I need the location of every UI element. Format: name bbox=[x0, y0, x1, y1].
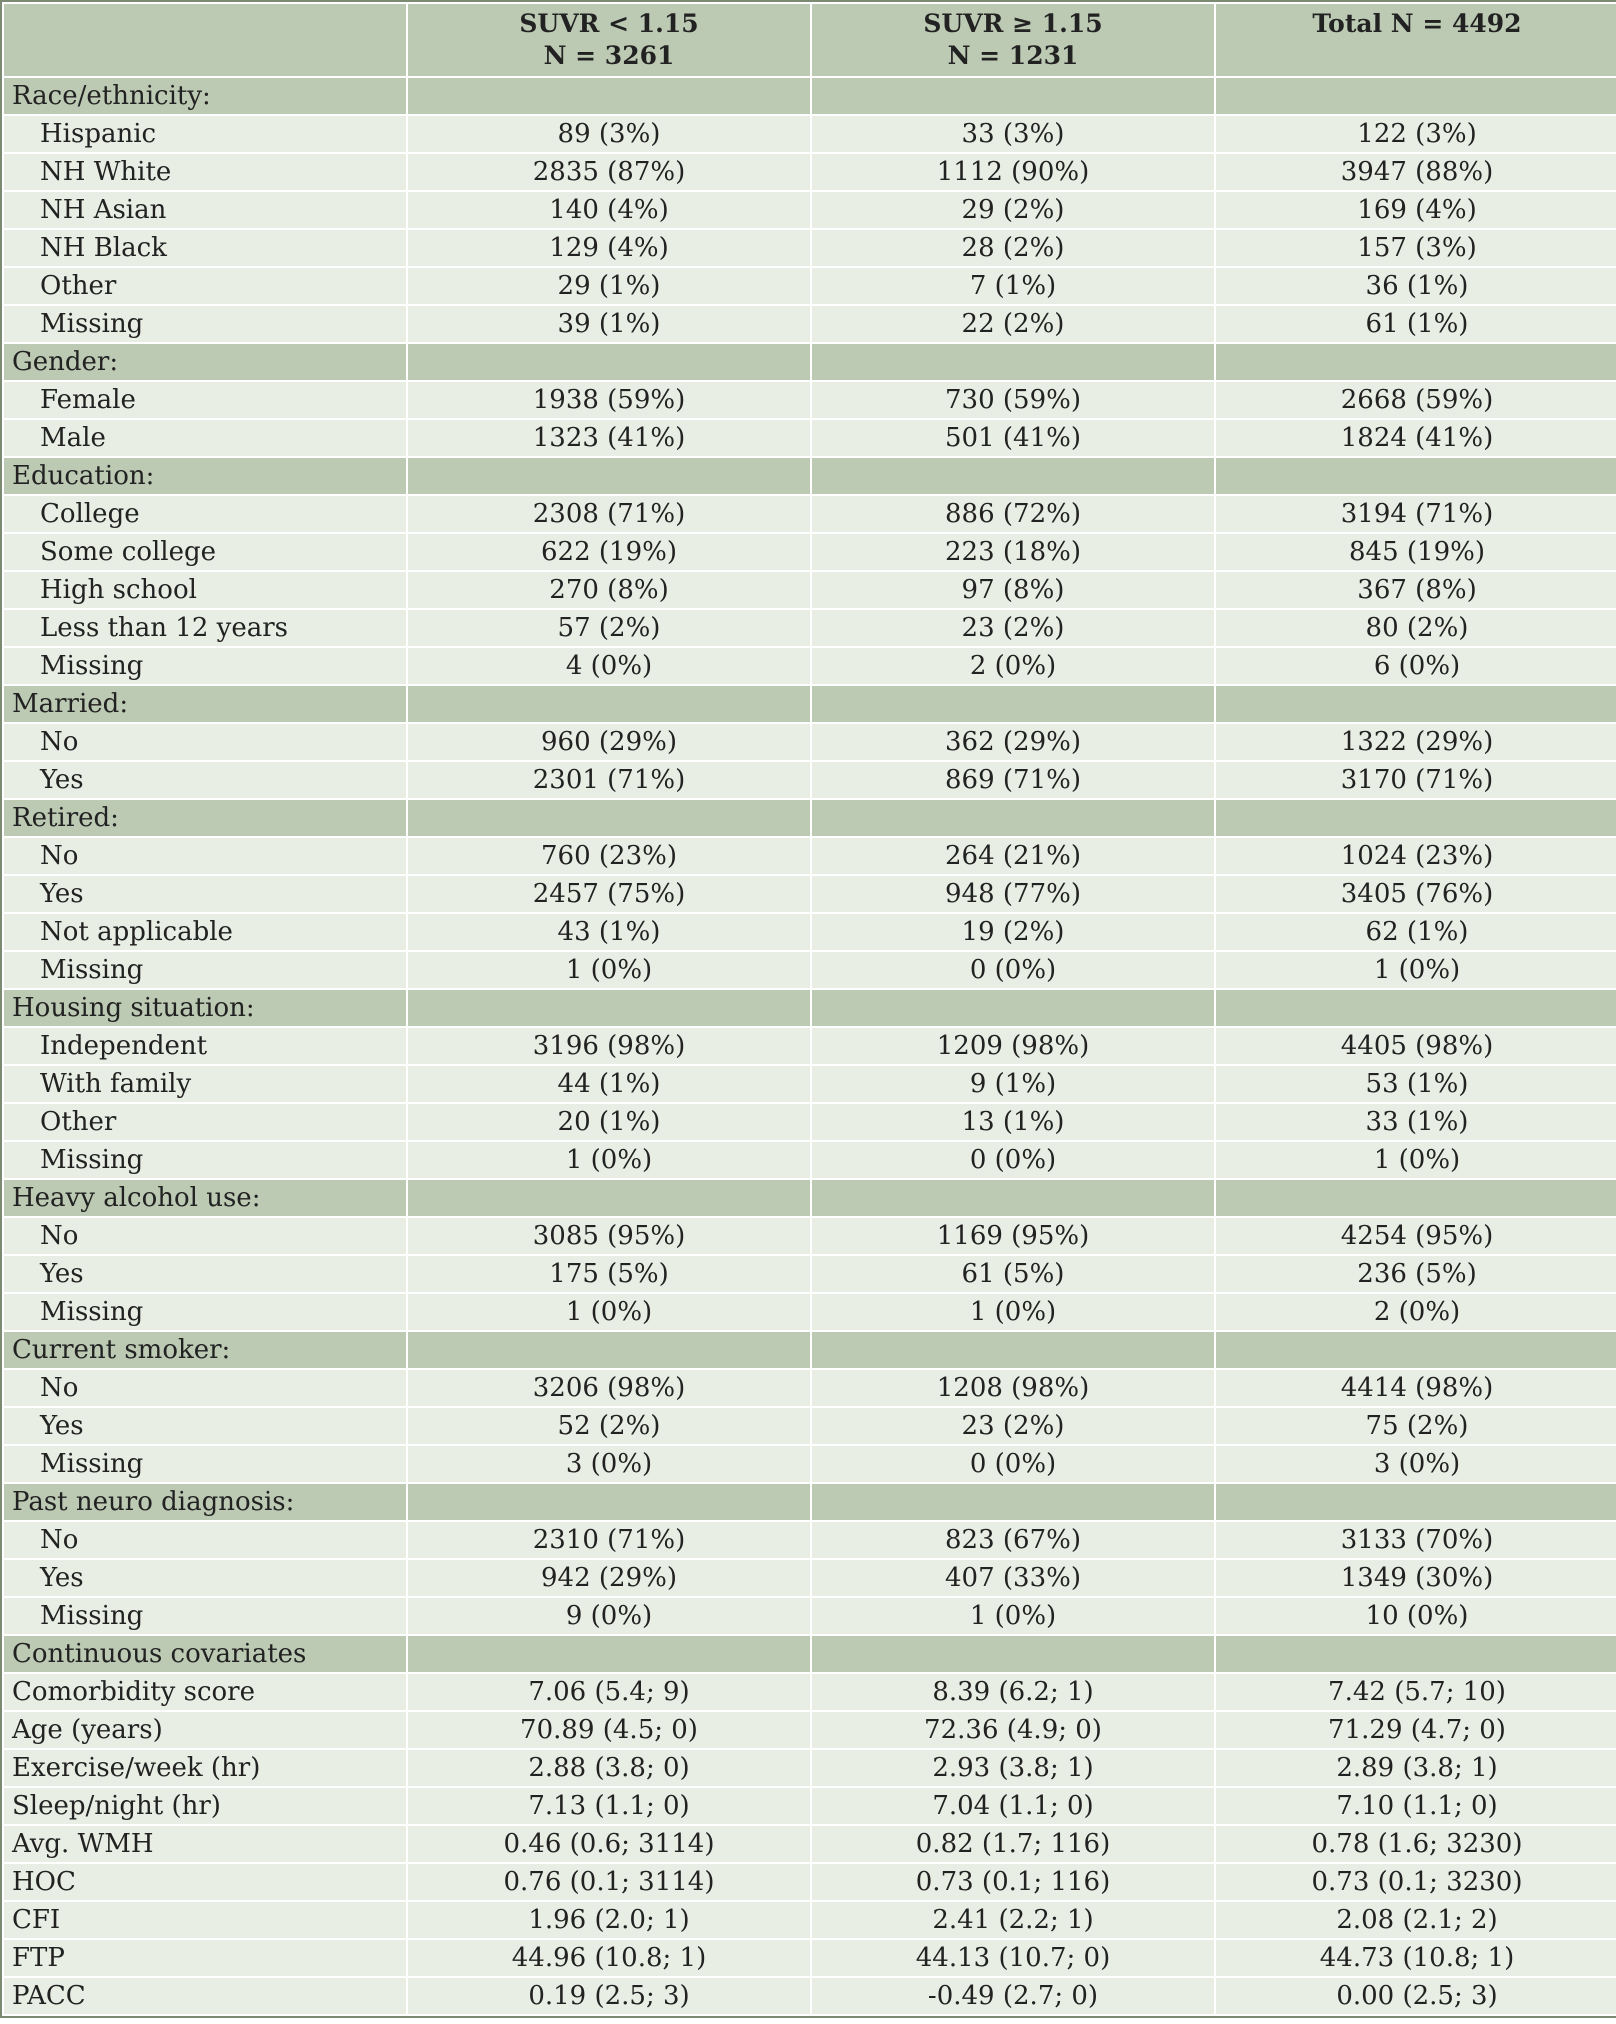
value-cell: 1323 (41%) bbox=[407, 419, 811, 457]
row-label: Not applicable bbox=[3, 913, 407, 951]
table-row bbox=[3, 837, 1616, 875]
table-row bbox=[3, 1749, 1616, 1787]
group-empty-cell bbox=[1215, 1483, 1616, 1521]
value-cell: 1 (0%) bbox=[1215, 1141, 1616, 1179]
value-cell: 3194 (71%) bbox=[1215, 495, 1616, 533]
row-label: No bbox=[3, 837, 407, 875]
row-label: Less than 12 years bbox=[3, 609, 407, 647]
value-cell: 9 (1%) bbox=[811, 1065, 1215, 1103]
value-cell: 2301 (71%) bbox=[407, 761, 811, 799]
table-row bbox=[3, 229, 1616, 267]
value-cell: 89 (3%) bbox=[407, 115, 811, 153]
table-row bbox=[3, 495, 1616, 533]
table-row bbox=[3, 571, 1616, 609]
value-cell: 823 (67%) bbox=[811, 1521, 1215, 1559]
group-header-row bbox=[3, 1179, 1616, 1217]
table-row bbox=[3, 1939, 1616, 1977]
group-empty-cell bbox=[1215, 343, 1616, 381]
group-empty-cell bbox=[407, 1483, 811, 1521]
row-label: CFI bbox=[3, 1901, 407, 1939]
value-cell: 1 (0%) bbox=[811, 1293, 1215, 1331]
value-cell: 13 (1%) bbox=[811, 1103, 1215, 1141]
value-cell: 1824 (41%) bbox=[1215, 419, 1616, 457]
group-empty-cell bbox=[407, 1331, 811, 1369]
value-cell: 0.73 (0.1; 116) bbox=[811, 1863, 1215, 1901]
value-cell: 2 (0%) bbox=[811, 647, 1215, 685]
value-cell: 19 (2%) bbox=[811, 913, 1215, 951]
row-label: No bbox=[3, 1369, 407, 1407]
value-cell: 2835 (87%) bbox=[407, 153, 811, 191]
table-row bbox=[3, 1559, 1616, 1597]
row-label: Missing bbox=[3, 305, 407, 343]
row-label: NH White bbox=[3, 153, 407, 191]
table-row bbox=[3, 267, 1616, 305]
value-cell: 6 (0%) bbox=[1215, 647, 1616, 685]
value-cell: 1209 (98%) bbox=[811, 1027, 1215, 1065]
row-label: NH Black bbox=[3, 229, 407, 267]
table-row bbox=[3, 1141, 1616, 1179]
group-label: Continuous covariates bbox=[3, 1635, 407, 1673]
row-label: No bbox=[3, 1521, 407, 1559]
table-body bbox=[3, 77, 1616, 2015]
value-cell: 886 (72%) bbox=[811, 495, 1215, 533]
value-cell: 3405 (76%) bbox=[1215, 875, 1616, 913]
table-row bbox=[3, 1673, 1616, 1711]
row-label: Sleep/night (hr) bbox=[3, 1787, 407, 1825]
table-row bbox=[3, 1255, 1616, 1293]
group-empty-cell bbox=[1215, 1331, 1616, 1369]
value-cell: 23 (2%) bbox=[811, 1407, 1215, 1445]
table-row bbox=[3, 875, 1616, 913]
header-suvr-low bbox=[407, 3, 811, 77]
row-label: Yes bbox=[3, 1559, 407, 1597]
value-cell: 730 (59%) bbox=[811, 381, 1215, 419]
table-row bbox=[3, 1863, 1616, 1901]
value-cell: 44.13 (10.7; 0) bbox=[811, 1939, 1215, 1977]
table-row bbox=[3, 1977, 1616, 2015]
value-cell: 0.78 (1.6; 3230) bbox=[1215, 1825, 1616, 1863]
value-cell: 2.88 (3.8; 0) bbox=[407, 1749, 811, 1787]
table-row bbox=[3, 1825, 1616, 1863]
value-cell: 869 (71%) bbox=[811, 761, 1215, 799]
value-cell: 3170 (71%) bbox=[1215, 761, 1616, 799]
group-empty-cell bbox=[811, 457, 1215, 495]
group-empty-cell bbox=[811, 1483, 1215, 1521]
table-row bbox=[3, 1711, 1616, 1749]
value-cell: 2457 (75%) bbox=[407, 875, 811, 913]
value-cell: 622 (19%) bbox=[407, 533, 811, 571]
table-row bbox=[3, 533, 1616, 571]
value-cell: 1938 (59%) bbox=[407, 381, 811, 419]
row-label: Male bbox=[3, 419, 407, 457]
value-cell: 53 (1%) bbox=[1215, 1065, 1616, 1103]
table-row bbox=[3, 153, 1616, 191]
group-label: Race/ethnicity: bbox=[3, 77, 407, 115]
row-label: With family bbox=[3, 1065, 407, 1103]
value-cell: 1024 (23%) bbox=[1215, 837, 1616, 875]
value-cell: 367 (8%) bbox=[1215, 571, 1616, 609]
row-label: Missing bbox=[3, 1293, 407, 1331]
value-cell: 23 (2%) bbox=[811, 609, 1215, 647]
row-label: Missing bbox=[3, 647, 407, 685]
value-cell: 0.73 (0.1; 3230) bbox=[1215, 1863, 1616, 1901]
value-cell: 140 (4%) bbox=[407, 191, 811, 229]
group-header-row bbox=[3, 1483, 1616, 1521]
value-cell: 1349 (30%) bbox=[1215, 1559, 1616, 1597]
value-cell: 39 (1%) bbox=[407, 305, 811, 343]
value-cell: 7.13 (1.1; 0) bbox=[407, 1787, 811, 1825]
group-label: Past neuro diagnosis: bbox=[3, 1483, 407, 1521]
value-cell: 22 (2%) bbox=[811, 305, 1215, 343]
value-cell: 44.73 (10.8; 1) bbox=[1215, 1939, 1616, 1977]
group-empty-cell bbox=[1215, 685, 1616, 723]
table-row bbox=[3, 1103, 1616, 1141]
group-empty-cell bbox=[1215, 799, 1616, 837]
group-label: Heavy alcohol use: bbox=[3, 1179, 407, 1217]
value-cell: 270 (8%) bbox=[407, 571, 811, 609]
group-empty-cell bbox=[811, 1635, 1215, 1673]
value-cell: 1322 (29%) bbox=[1215, 723, 1616, 761]
value-cell: 0.19 (2.5; 3) bbox=[407, 1977, 811, 2015]
group-empty-cell bbox=[811, 989, 1215, 1027]
value-cell: 29 (2%) bbox=[811, 191, 1215, 229]
value-cell: 7.06 (5.4; 9) bbox=[407, 1673, 811, 1711]
value-cell: 0 (0%) bbox=[811, 1445, 1215, 1483]
value-cell: 264 (21%) bbox=[811, 837, 1215, 875]
header-blank-cell bbox=[3, 3, 407, 77]
row-label: Exercise/week (hr) bbox=[3, 1749, 407, 1787]
value-cell: 4 (0%) bbox=[407, 647, 811, 685]
value-cell: 1169 (95%) bbox=[811, 1217, 1215, 1255]
row-label: No bbox=[3, 723, 407, 761]
group-empty-cell bbox=[1215, 1179, 1616, 1217]
value-cell: 80 (2%) bbox=[1215, 609, 1616, 647]
value-cell: 2.41 (2.2; 1) bbox=[811, 1901, 1215, 1939]
value-cell: 3947 (88%) bbox=[1215, 153, 1616, 191]
group-label: Gender: bbox=[3, 343, 407, 381]
value-cell: 4414 (98%) bbox=[1215, 1369, 1616, 1407]
value-cell: 4405 (98%) bbox=[1215, 1027, 1616, 1065]
group-empty-cell bbox=[1215, 457, 1616, 495]
demographics-table bbox=[2, 2, 1616, 2016]
group-header-row bbox=[3, 343, 1616, 381]
value-cell: 10 (0%) bbox=[1215, 1597, 1616, 1635]
value-cell: 760 (23%) bbox=[407, 837, 811, 875]
table-row bbox=[3, 381, 1616, 419]
value-cell: 501 (41%) bbox=[811, 419, 1215, 457]
group-empty-cell bbox=[1215, 1635, 1616, 1673]
value-cell: 175 (5%) bbox=[407, 1255, 811, 1293]
value-cell: 61 (5%) bbox=[811, 1255, 1215, 1293]
group-empty-cell bbox=[811, 1331, 1215, 1369]
value-cell: 2668 (59%) bbox=[1215, 381, 1616, 419]
value-cell: 4254 (95%) bbox=[1215, 1217, 1616, 1255]
table-row bbox=[3, 1027, 1616, 1065]
value-cell: 7.04 (1.1; 0) bbox=[811, 1787, 1215, 1825]
header-suvr-low-n: N = 3261 bbox=[543, 41, 675, 70]
table-row bbox=[3, 1597, 1616, 1635]
row-label: No bbox=[3, 1217, 407, 1255]
table-header bbox=[3, 3, 1616, 77]
group-label: Education: bbox=[3, 457, 407, 495]
value-cell: 7.42 (5.7; 10) bbox=[1215, 1673, 1616, 1711]
value-cell: 3133 (70%) bbox=[1215, 1521, 1616, 1559]
value-cell: 43 (1%) bbox=[407, 913, 811, 951]
group-empty-cell bbox=[407, 799, 811, 837]
value-cell: 1 (0%) bbox=[407, 1293, 811, 1331]
table-row bbox=[3, 1065, 1616, 1103]
value-cell: 7 (1%) bbox=[811, 267, 1215, 305]
group-empty-cell bbox=[811, 1179, 1215, 1217]
group-empty-cell bbox=[407, 77, 811, 115]
table-row bbox=[3, 951, 1616, 989]
table-row bbox=[3, 305, 1616, 343]
value-cell: 75 (2%) bbox=[1215, 1407, 1616, 1445]
value-cell: 845 (19%) bbox=[1215, 533, 1616, 571]
value-cell: 407 (33%) bbox=[811, 1559, 1215, 1597]
row-label: NH Asian bbox=[3, 191, 407, 229]
value-cell: 942 (29%) bbox=[407, 1559, 811, 1597]
value-cell: 52 (2%) bbox=[407, 1407, 811, 1445]
table-row bbox=[3, 1217, 1616, 1255]
group-empty-cell bbox=[811, 343, 1215, 381]
table-row bbox=[3, 419, 1616, 457]
group-empty-cell bbox=[407, 457, 811, 495]
value-cell: 7.10 (1.1; 0) bbox=[1215, 1787, 1616, 1825]
value-cell: 122 (3%) bbox=[1215, 115, 1616, 153]
group-empty-cell bbox=[811, 799, 1215, 837]
value-cell: 362 (29%) bbox=[811, 723, 1215, 761]
row-label: HOC bbox=[3, 1863, 407, 1901]
group-empty-cell bbox=[1215, 77, 1616, 115]
table-row bbox=[3, 1521, 1616, 1559]
value-cell: 29 (1%) bbox=[407, 267, 811, 305]
row-label: Age (years) bbox=[3, 1711, 407, 1749]
value-cell: 1.96 (2.0; 1) bbox=[407, 1901, 811, 1939]
group-header-row bbox=[3, 799, 1616, 837]
value-cell: 1 (0%) bbox=[1215, 951, 1616, 989]
row-label: Avg. WMH bbox=[3, 1825, 407, 1863]
group-label: Current smoker: bbox=[3, 1331, 407, 1369]
header-suvr-high-n: N = 1231 bbox=[947, 41, 1079, 70]
value-cell: 33 (3%) bbox=[811, 115, 1215, 153]
group-empty-cell bbox=[1215, 989, 1616, 1027]
group-empty-cell bbox=[407, 989, 811, 1027]
row-label: PACC bbox=[3, 1977, 407, 2015]
table-row bbox=[3, 1787, 1616, 1825]
group-header-row bbox=[3, 77, 1616, 115]
value-cell: 61 (1%) bbox=[1215, 305, 1616, 343]
value-cell: -0.49 (2.7; 0) bbox=[811, 1977, 1215, 2015]
row-label: Other bbox=[3, 1103, 407, 1141]
table-row bbox=[3, 913, 1616, 951]
group-empty-cell bbox=[407, 1179, 811, 1217]
table-row bbox=[3, 761, 1616, 799]
header-suvr-low-title: SUVR < 1.15 bbox=[519, 9, 699, 38]
value-cell: 36 (1%) bbox=[1215, 267, 1616, 305]
value-cell: 57 (2%) bbox=[407, 609, 811, 647]
table-row bbox=[3, 1445, 1616, 1483]
value-cell: 3206 (98%) bbox=[407, 1369, 811, 1407]
value-cell: 1208 (98%) bbox=[811, 1369, 1215, 1407]
table-row bbox=[3, 1369, 1616, 1407]
value-cell: 9 (0%) bbox=[407, 1597, 811, 1635]
row-label: Female bbox=[3, 381, 407, 419]
row-label: College bbox=[3, 495, 407, 533]
group-header-row bbox=[3, 1331, 1616, 1369]
group-label: Married: bbox=[3, 685, 407, 723]
value-cell: 1 (0%) bbox=[407, 1141, 811, 1179]
header-total-title: Total N = 4492 bbox=[1312, 9, 1522, 38]
row-label: Yes bbox=[3, 761, 407, 799]
value-cell: 0 (0%) bbox=[811, 951, 1215, 989]
table-row bbox=[3, 723, 1616, 761]
row-label: Other bbox=[3, 267, 407, 305]
value-cell: 236 (5%) bbox=[1215, 1255, 1616, 1293]
value-cell: 948 (77%) bbox=[811, 875, 1215, 913]
value-cell: 2310 (71%) bbox=[407, 1521, 811, 1559]
table-row bbox=[3, 1901, 1616, 1939]
value-cell: 223 (18%) bbox=[811, 533, 1215, 571]
value-cell: 1 (0%) bbox=[811, 1597, 1215, 1635]
group-label: Housing situation: bbox=[3, 989, 407, 1027]
row-label: Missing bbox=[3, 951, 407, 989]
table-row bbox=[3, 609, 1616, 647]
table-row bbox=[3, 647, 1616, 685]
value-cell: 2.93 (3.8; 1) bbox=[811, 1749, 1215, 1787]
header-suvr-high bbox=[811, 3, 1215, 77]
row-label: Independent bbox=[3, 1027, 407, 1065]
group-header-row bbox=[3, 1635, 1616, 1673]
value-cell: 2.08 (2.1; 2) bbox=[1215, 1901, 1616, 1939]
value-cell: 3 (0%) bbox=[407, 1445, 811, 1483]
value-cell: 3085 (95%) bbox=[407, 1217, 811, 1255]
row-label: Yes bbox=[3, 875, 407, 913]
value-cell: 1112 (90%) bbox=[811, 153, 1215, 191]
value-cell: 157 (3%) bbox=[1215, 229, 1616, 267]
row-label: Missing bbox=[3, 1445, 407, 1483]
value-cell: 0 (0%) bbox=[811, 1141, 1215, 1179]
value-cell: 44 (1%) bbox=[407, 1065, 811, 1103]
group-header-row bbox=[3, 457, 1616, 495]
value-cell: 72.36 (4.9; 0) bbox=[811, 1711, 1215, 1749]
row-label: FTP bbox=[3, 1939, 407, 1977]
value-cell: 28 (2%) bbox=[811, 229, 1215, 267]
header-total bbox=[1215, 3, 1616, 77]
row-label: Comorbidity score bbox=[3, 1673, 407, 1711]
value-cell: 20 (1%) bbox=[407, 1103, 811, 1141]
value-cell: 0.82 (1.7; 116) bbox=[811, 1825, 1215, 1863]
row-label: Yes bbox=[3, 1407, 407, 1445]
row-label: Some college bbox=[3, 533, 407, 571]
value-cell: 0.76 (0.1; 3114) bbox=[407, 1863, 811, 1901]
value-cell: 2308 (71%) bbox=[407, 495, 811, 533]
table-row bbox=[3, 1407, 1616, 1445]
group-header-row bbox=[3, 989, 1616, 1027]
value-cell: 2.89 (3.8; 1) bbox=[1215, 1749, 1616, 1787]
value-cell: 3196 (98%) bbox=[407, 1027, 811, 1065]
value-cell: 3 (0%) bbox=[1215, 1445, 1616, 1483]
value-cell: 1 (0%) bbox=[407, 951, 811, 989]
value-cell: 169 (4%) bbox=[1215, 191, 1616, 229]
table-row bbox=[3, 115, 1616, 153]
value-cell: 71.29 (4.7; 0) bbox=[1215, 1711, 1616, 1749]
value-cell: 8.39 (6.2; 1) bbox=[811, 1673, 1215, 1711]
group-empty-cell bbox=[811, 685, 1215, 723]
group-empty-cell bbox=[811, 77, 1215, 115]
row-label: Hispanic bbox=[3, 115, 407, 153]
row-label: Missing bbox=[3, 1141, 407, 1179]
value-cell: 44.96 (10.8; 1) bbox=[407, 1939, 811, 1977]
table-row bbox=[3, 1293, 1616, 1331]
value-cell: 129 (4%) bbox=[407, 229, 811, 267]
value-cell: 2 (0%) bbox=[1215, 1293, 1616, 1331]
header-suvr-high-title: SUVR ≥ 1.15 bbox=[923, 9, 1103, 38]
value-cell: 70.89 (4.5; 0) bbox=[407, 1711, 811, 1749]
row-label: High school bbox=[3, 571, 407, 609]
group-empty-cell bbox=[407, 343, 811, 381]
value-cell: 0.00 (2.5; 3) bbox=[1215, 1977, 1616, 2015]
group-label: Retired: bbox=[3, 799, 407, 837]
group-empty-cell bbox=[407, 685, 811, 723]
row-label: Missing bbox=[3, 1597, 407, 1635]
row-label: Yes bbox=[3, 1255, 407, 1293]
value-cell: 62 (1%) bbox=[1215, 913, 1616, 951]
value-cell: 97 (8%) bbox=[811, 571, 1215, 609]
group-empty-cell bbox=[407, 1635, 811, 1673]
value-cell: 0.46 (0.6; 3114) bbox=[407, 1825, 811, 1863]
group-header-row bbox=[3, 685, 1616, 723]
table-row bbox=[3, 191, 1616, 229]
value-cell: 33 (1%) bbox=[1215, 1103, 1616, 1141]
value-cell: 960 (29%) bbox=[407, 723, 811, 761]
